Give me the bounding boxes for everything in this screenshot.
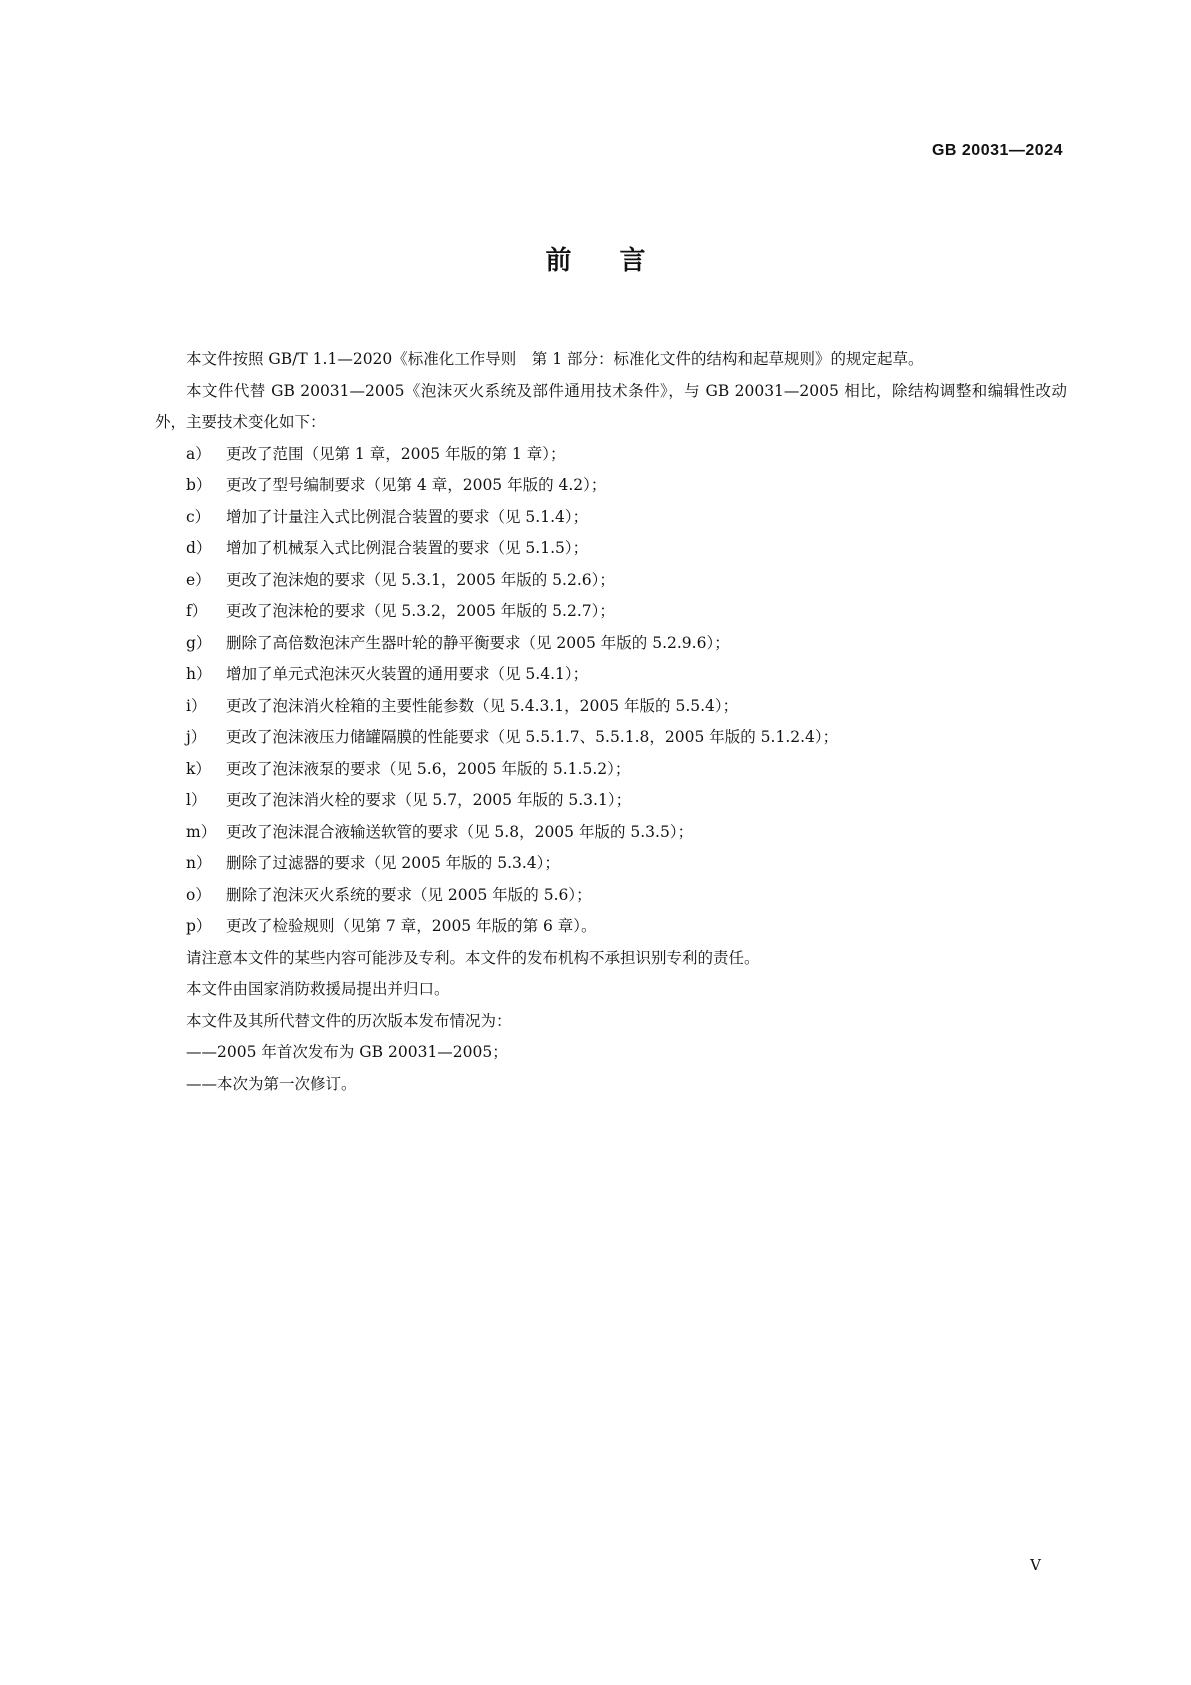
- standard-number: 20031—2024: [961, 142, 1063, 159]
- replacement-paragraph: 本文件代替 GB 20031—2005《泡沫灭火系统及部件通用技术条件》，与 GB 20031—2005 相比，除结构调整和编辑性改动外，主要技术变化如下：: [155, 381, 1067, 431]
- list-marker: j）: [186, 728, 207, 746]
- list-item-text: 更改了泡沫炮的要求（见 5.3.1，2005 年版的 5.2.6）；: [226, 570, 615, 589]
- list-marker: o）: [186, 885, 211, 904]
- list-item-text: 更改了范围（见第 1 章，2005 年版的第 1 章）；: [226, 444, 566, 463]
- list-item-text: 更改了泡沫液泵的要求（见 5.6，2005 年版的 5.1.5.2）；: [226, 759, 631, 778]
- list-item-text: 删除了泡沫灭火系统的要求（见 2005 年版的 5.6）；: [226, 885, 592, 904]
- list-item: [155, 565, 1067, 597]
- standard-prefix: GB: [931, 142, 957, 159]
- list-marker: h）: [186, 665, 212, 683]
- list-item-text: 增加了机械泵入式比例混合装置的要求（见 5.1.5）；: [226, 539, 589, 557]
- list-item-text: 删除了高倍数泡沫产生器叶轮的静平衡要求（见 2005 年版的 5.2.9.6）；: [226, 633, 730, 652]
- list-marker: b）: [186, 476, 212, 494]
- foreword-body: [155, 344, 1067, 1100]
- list-item: [155, 659, 1067, 691]
- standard-code: [932, 142, 1063, 160]
- list-marker: p）: [186, 917, 212, 935]
- patent-notice: 请注意本文件的某些内容可能涉及专利。本文件的发布机构不承担识别专利的责任。: [186, 948, 760, 967]
- list-item-text: 更改了检验规则（见第 7 章，2005 年版的第 6 章）。: [226, 917, 597, 935]
- page-title: [0, 240, 1191, 277]
- page-number: V: [1030, 1556, 1041, 1574]
- list-marker: g）: [186, 633, 212, 652]
- list-marker: d）: [186, 539, 212, 557]
- list-item: [155, 470, 1067, 502]
- list-item: [155, 911, 1067, 943]
- list-item: [155, 502, 1067, 534]
- list-item-text: 更改了泡沫液压力储罐隔膜的性能要求（见 5.5.1.7、5.5.1.8，2005 年版的 5.1.2.4）；: [226, 728, 839, 746]
- list-item: [155, 785, 1067, 817]
- list-item: [155, 691, 1067, 723]
- list-marker: n）: [186, 854, 212, 872]
- list-item-text: 增加了计量注入式比例混合装置的要求（见 5.1.4）；: [226, 507, 589, 526]
- list-item: [155, 439, 1067, 471]
- list-item: [155, 817, 1067, 849]
- drafting-rules-paragraph: 本文件按照 GB/T 1.1—2020《标准化工作导则 第 1 部分：标准化文件的结构和起草规则》的规定起草。: [186, 350, 924, 368]
- history-entry: ——本次为第一次修订。: [186, 1074, 357, 1093]
- list-item-text: 更改了泡沫消火栓箱的主要性能参数（见 5.4.3.1，2005 年版的 5.5.4）；: [226, 696, 739, 715]
- list-marker: m）: [186, 822, 217, 841]
- change-list: [155, 439, 1067, 943]
- list-item-text: 增加了单元式泡沫灭火装置的通用要求（见 5.4.1）；: [226, 665, 589, 683]
- list-item: [155, 596, 1067, 628]
- title-part-2: 言: [619, 246, 646, 276]
- list-item: [155, 880, 1067, 912]
- list-marker: i）: [186, 696, 207, 715]
- list-item: [155, 848, 1067, 880]
- history-intro: 本文件及其所代替文件的历次版本发布情况为：: [186, 1011, 512, 1030]
- list-item-text: 更改了泡沫消火栓的要求（见 5.7，2005 年版的 5.3.1）；: [226, 791, 632, 809]
- list-item: [155, 533, 1067, 565]
- list-item-text: 更改了泡沫混合液输送软管的要求（见 5.8，2005 年版的 5.3.5）；: [226, 822, 694, 841]
- list-marker: e）: [186, 570, 211, 589]
- list-marker: k）: [186, 759, 211, 778]
- history-entry: ——2005 年首次发布为 GB 20031—2005；: [186, 1043, 508, 1061]
- list-marker: c）: [186, 507, 211, 526]
- list-marker: f）: [186, 602, 208, 620]
- list-item: [155, 722, 1067, 754]
- proposer-statement: 本文件由国家消防救援局提出并归口。: [186, 980, 450, 998]
- list-item: [155, 754, 1067, 786]
- list-item-text: 更改了泡沫枪的要求（见 5.3.2，2005 年版的 5.2.7）；: [226, 602, 615, 620]
- list-marker: l）: [186, 791, 207, 809]
- list-marker: a）: [186, 444, 211, 463]
- title-part-1: 前: [545, 246, 572, 276]
- list-item-text: 更改了型号编制要求（见第 4 章，2005 年版的 4.2）；: [226, 476, 607, 494]
- list-item: [155, 628, 1067, 660]
- list-item-text: 删除了过滤器的要求（见 2005 年版的 5.3.4）；: [226, 854, 560, 872]
